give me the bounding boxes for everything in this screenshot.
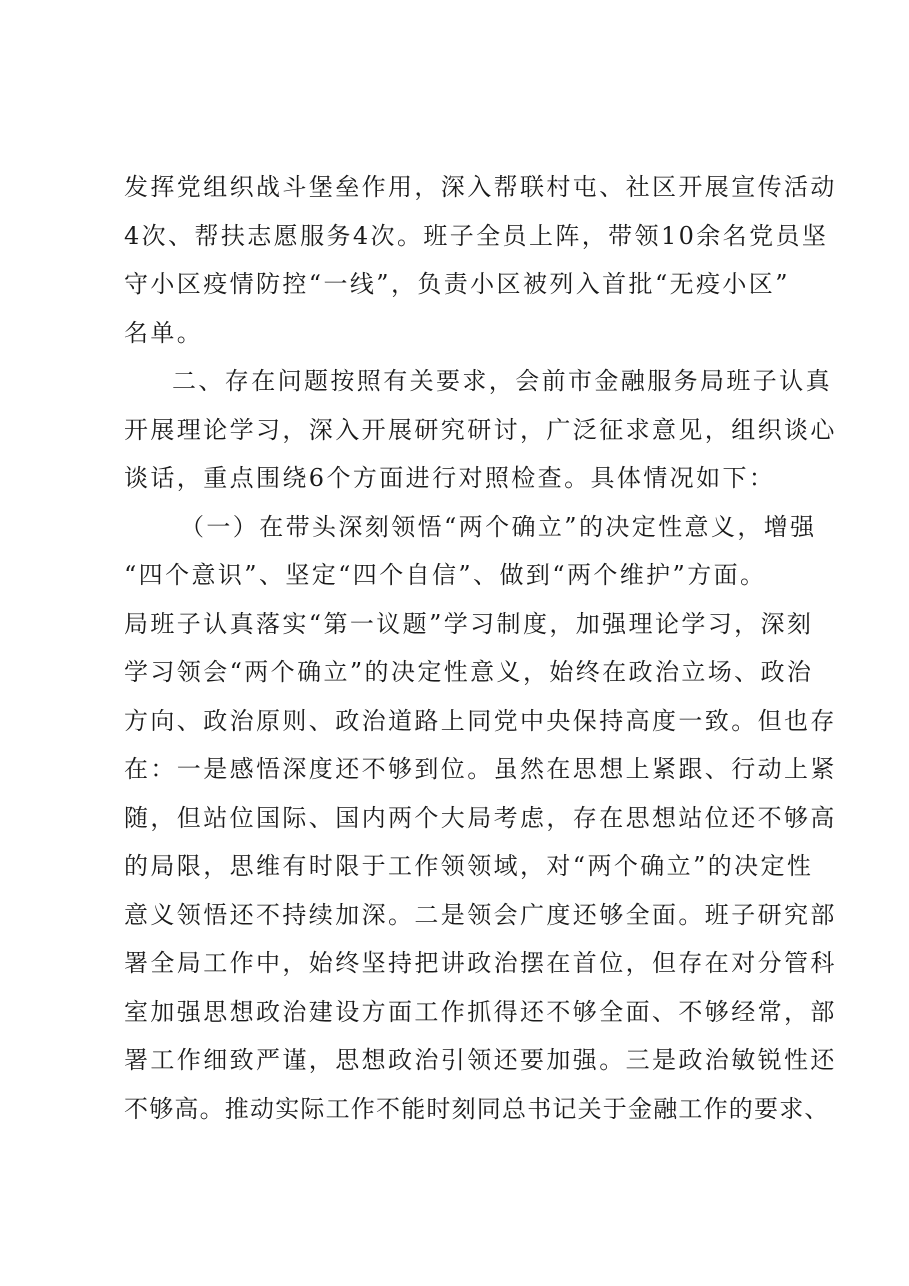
- subsection-heading-line: （一）在带头深刻领悟“两个确立”的决定性意义，增强: [180, 512, 817, 541]
- section-heading-line: 二、存在问题按照有关要求，会前市金融服务局班子认真: [172, 367, 832, 395]
- text-line: 室加强思想政治建设方面工作抓得还不够全面、不够经常，部: [124, 997, 837, 1026]
- text-line: 发挥党组织战斗堡垒作用，深入帮联村屯、社区开展宣传活动: [124, 173, 837, 201]
- text-line: “四个意识”、坚定“四个自信”、做到“两个维护”方面。: [124, 561, 767, 589]
- text-line: 局班子认真落实“第一议题”学习制度，加强理论学习，深刻: [124, 609, 814, 638]
- text-line: 名单。: [124, 318, 204, 347]
- text-line: 4次、帮扶志愿服务4次。班子全员上阵，带领10余名党员坚: [124, 221, 829, 250]
- text-line: 方向、政治原则、政治道路上同党中央保持高度一致。但也存: [124, 706, 837, 735]
- text-line: 意义领悟还不持续加深。二是领会广度还够全面。班子研究部: [124, 900, 837, 929]
- text-line: 学习领会“两个确立”的决定性意义，始终在政治立场、政治: [124, 658, 814, 686]
- text-line: 守小区疫情防控“一线”，负责小区被列入首批“无疫小区”: [124, 270, 790, 298]
- text-line: 谈话，重点围绕6个方面进行对照检查。具体情况如下：: [124, 464, 776, 492]
- text-line: 署全局工作中，始终坚持把讲政治摆在首位，但存在对分管科: [124, 949, 837, 977]
- text-line: 开展理论学习，深入开展研究研讨，广泛征求意见，组织谈心: [124, 415, 837, 444]
- text-line: 在：一是感悟深度还不够到位。虽然在思想上紧跟、行动上紧: [124, 755, 837, 783]
- text-line: 随，但站位国际、国内两个大局考虑，存在思想站位还不够高: [124, 803, 837, 832]
- text-line: 不够高。推动实际工作不能时刻同总书记关于金融工作的要求、: [124, 1094, 830, 1123]
- body-text: [124, 163, 837, 1133]
- text-line: 署工作细致严谨，思想政治引领还要加强。三是政治敏锐性还: [124, 1046, 837, 1074]
- text-line: 的局限，思维有时限于工作领领域，对“两个确立”的决定性: [124, 852, 814, 880]
